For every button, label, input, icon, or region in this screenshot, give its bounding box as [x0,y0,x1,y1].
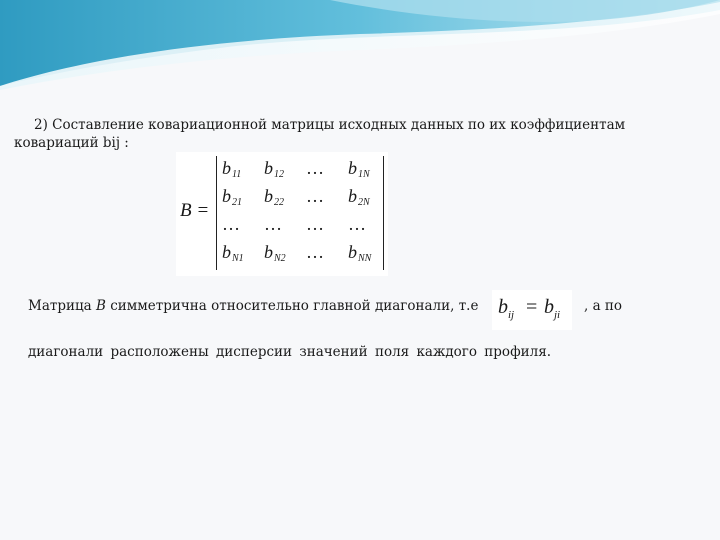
covariance-matrix-image [176,152,388,276]
matrix-cell: … [222,214,241,234]
paragraph-diagonal: диагонали расположены дисперсии значений поля каждого профиля. [28,344,552,360]
decorative-banner [0,0,720,90]
formula-right: $b_{ji}$ [544,296,561,321]
heading-text: 2) Составление ковариационной матрицы исходных данных по их коэффициентам ковариаций bij : [14,117,626,151]
matrix-lhs: B = [180,200,210,221]
matrix-cell: … [264,214,283,234]
matrix-left-bar [216,156,217,270]
matrix-cell: $b_{N1}$ [222,242,244,264]
section-heading [14,116,674,152]
paragraph-symmetry-var: В [96,298,106,314]
matrix-cell: $b_{11}$ [222,158,242,180]
matrix-cell: … [306,158,325,178]
matrix-cell: $b_{2N}$ [348,186,370,208]
matrix-cell: … [348,214,367,234]
matrix-cell: $b_{NN}$ [348,242,372,264]
paragraph-symmetry-rest: симметрична относительно главной диагонали, т.е [105,298,479,314]
matrix-cell: $b_{22}$ [264,186,284,208]
symmetry-formula-image [492,290,572,330]
matrix-cell: $b_{N2}$ [264,242,286,264]
matrix-cell: … [306,242,325,262]
formula-equals: = [526,296,538,318]
matrix-cell: $b_{1N}$ [348,158,370,180]
paragraph-symmetry-lead: Матрица [28,298,97,314]
matrix-cell: $b_{21}$ [222,186,242,208]
matrix-cell: … [306,214,325,234]
matrix-cell: … [306,186,325,206]
formula-left: $b_{ij}$ [498,296,515,321]
paragraph-symmetry [28,297,478,315]
paragraph-symmetry-tail: , а по [584,298,623,314]
matrix-cell: $b_{12}$ [264,158,284,180]
